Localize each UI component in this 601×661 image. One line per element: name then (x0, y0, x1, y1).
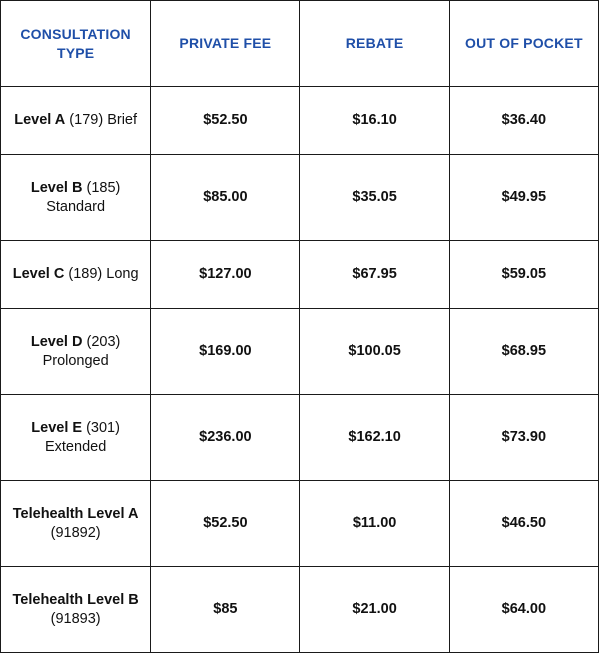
out-of-pocket-cell: $59.05 (449, 241, 598, 309)
private-fee-cell: $52.50 (151, 87, 300, 155)
table-row (1, 481, 599, 567)
consultation-type-cell (1, 87, 151, 155)
item-code: (91892) (50, 524, 101, 541)
out-of-pocket-cell: $64.00 (449, 567, 598, 653)
consultation-desc: Standard (46, 198, 106, 215)
table-row (1, 87, 599, 155)
private-fee-cell: $52.50 (151, 481, 300, 567)
consultation-desc: Extended (44, 438, 107, 455)
consultation-type-cell (1, 155, 151, 241)
rebate-cell: $11.00 (300, 481, 449, 567)
consultation-name: Level E (31, 419, 83, 436)
out-of-pocket-cell: $68.95 (449, 309, 598, 395)
table-row (1, 395, 599, 481)
out-of-pocket-cell: $49.95 (449, 155, 598, 241)
consultation-type-cell (1, 395, 151, 481)
consultation-type-cell (1, 481, 151, 567)
consultation-desc: Long (106, 266, 139, 282)
consultation-type-cell (1, 567, 151, 653)
item-code: (179) (69, 112, 104, 128)
consultation-name: Telehealth Level A (12, 505, 139, 522)
header-private-fee: PRIVATE FEE (151, 1, 300, 87)
rebate-cell: $162.10 (300, 395, 449, 481)
consultation-name: Telehealth Level B (12, 591, 139, 608)
item-code: (203) (86, 333, 121, 350)
rebate-cell: $16.10 (300, 87, 449, 155)
item-code: (91893) (50, 610, 101, 627)
header-consultation-type: CONSULTATION TYPE (1, 1, 151, 87)
rebate-cell: $67.95 (300, 241, 449, 309)
private-fee-cell: $85 (151, 567, 300, 653)
rebate-cell: $21.00 (300, 567, 449, 653)
consultation-desc: Prolonged (42, 352, 109, 369)
private-fee-cell: $127.00 (151, 241, 300, 309)
header-rebate: REBATE (300, 1, 449, 87)
table-row (1, 155, 599, 241)
private-fee-cell: $85.00 (151, 155, 300, 241)
item-code: (185) (86, 179, 121, 196)
consultation-type-cell (1, 241, 151, 309)
consultation-type-cell (1, 309, 151, 395)
out-of-pocket-cell: $36.40 (449, 87, 598, 155)
table-row (1, 309, 599, 395)
consultation-desc: Brief (107, 112, 138, 128)
item-code: (301) (86, 419, 120, 436)
private-fee-cell: $236.00 (151, 395, 300, 481)
rebate-cell: $35.05 (300, 155, 449, 241)
private-fee-cell: $169.00 (151, 309, 300, 395)
consultation-name: Level A (14, 112, 66, 128)
rebate-cell: $100.05 (300, 309, 449, 395)
table-row (1, 567, 599, 653)
consultation-name: Level B (30, 179, 83, 196)
consultation-name: Level C (12, 266, 65, 282)
header-out-of-pocket: OUT OF POCKET (449, 1, 598, 87)
consultation-name: Level D (30, 333, 83, 350)
table-row (1, 241, 599, 309)
table-header-row (1, 1, 599, 87)
item-code: (189) (68, 266, 103, 282)
out-of-pocket-cell: $46.50 (449, 481, 598, 567)
out-of-pocket-cell: $73.90 (449, 395, 598, 481)
